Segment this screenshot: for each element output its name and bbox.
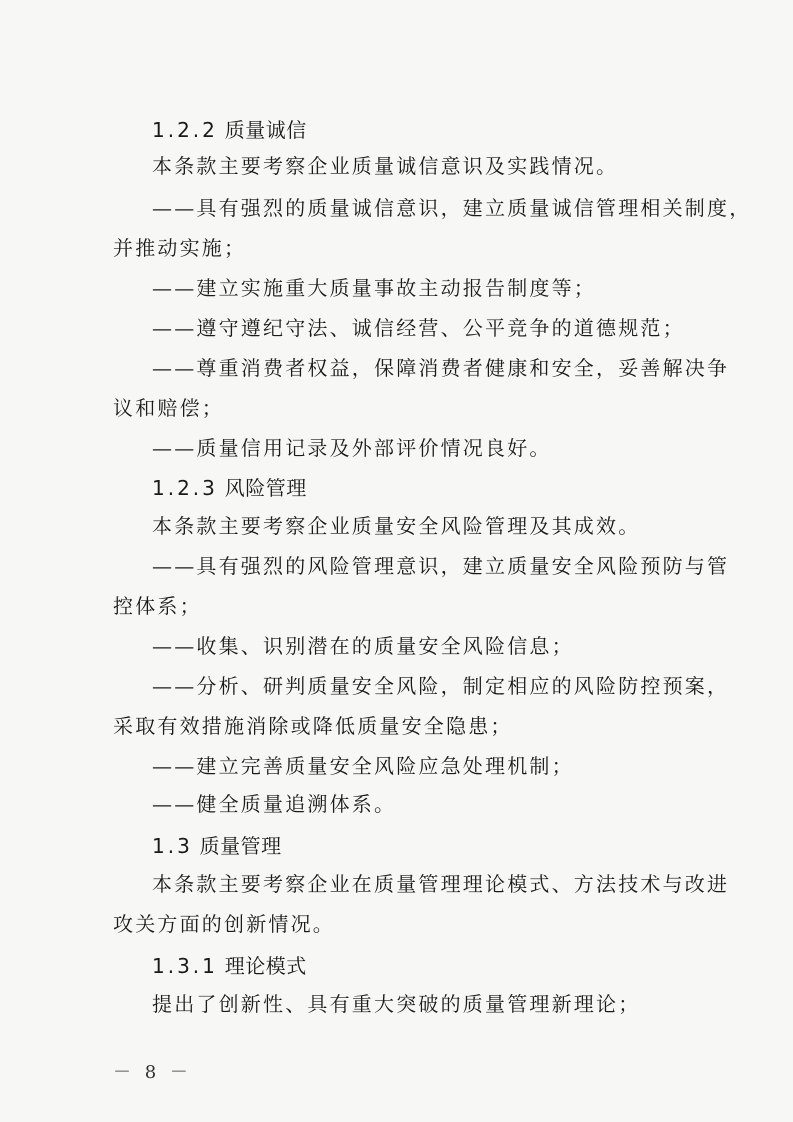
heading-title: 质量诚信 [224,118,307,142]
paragraph-continuation: 议和赔偿； [113,396,224,420]
paragraph-line: ——健全质量追溯体系。 [152,792,397,816]
paragraph-line: ——收集、识别潜在的质量安全风险信息； [152,634,574,658]
section-heading [152,476,307,500]
page-number: － 8 － [113,1062,192,1083]
heading-number: 1.3.1 [152,954,218,978]
paragraph-line: 本条款主要考察企业质量诚信意识及实践情况。 [152,154,619,178]
paragraph-line: 本条款主要考察企业质量安全风险管理及其成效。 [152,514,641,538]
paragraph-line: ——质量信用记录及外部评价情况良好。 [152,436,552,460]
heading-title: 质量管理 [199,834,282,858]
paragraph-line: ——具有强烈的风险管理意识，建立质量安全风险预防与管 [152,554,730,578]
heading-number: 1.2.3 [152,476,218,500]
paragraph-continuation: 采取有效措施消除或降低质量安全隐患； [113,714,513,738]
section-heading [152,834,282,858]
paragraph-line: ——建立完善质量安全风险应急处理机制； [152,754,574,778]
section-heading [152,118,307,142]
section-heading [152,954,307,978]
paragraph-line: ——分析、研判质量安全风险，制定相应的风险防控预案， [152,674,730,698]
paragraph-line: ——建立实施重大质量事故主动报告制度等； [152,276,596,300]
paragraph-line: 提出了创新性、具有重大突破的质量管理新理论； [152,992,641,1016]
heading-number: 1.2.2 [152,118,218,142]
heading-number: 1.3 [152,834,193,858]
paragraph-line: ——遵守遵纪守法、诚信经营、公平竞争的道德规范； [152,316,685,340]
paragraph-continuation: 控体系； [113,594,202,618]
heading-title: 理论模式 [224,954,307,978]
paragraph-line: ——具有强烈的质量诚信意识，建立质量诚信管理相关制度， [152,196,752,220]
paragraph-continuation: 攻关方面的创新情况。 [113,912,335,936]
paragraph-line: ——尊重消费者权益，保障消费者健康和安全，妥善解决争 [152,356,730,380]
paragraph-line: 本条款主要考察企业在质量管理理论模式、方法技术与改进 [152,872,730,896]
paragraph-continuation: 并推动实施； [113,236,247,260]
heading-title: 风险管理 [224,476,307,500]
